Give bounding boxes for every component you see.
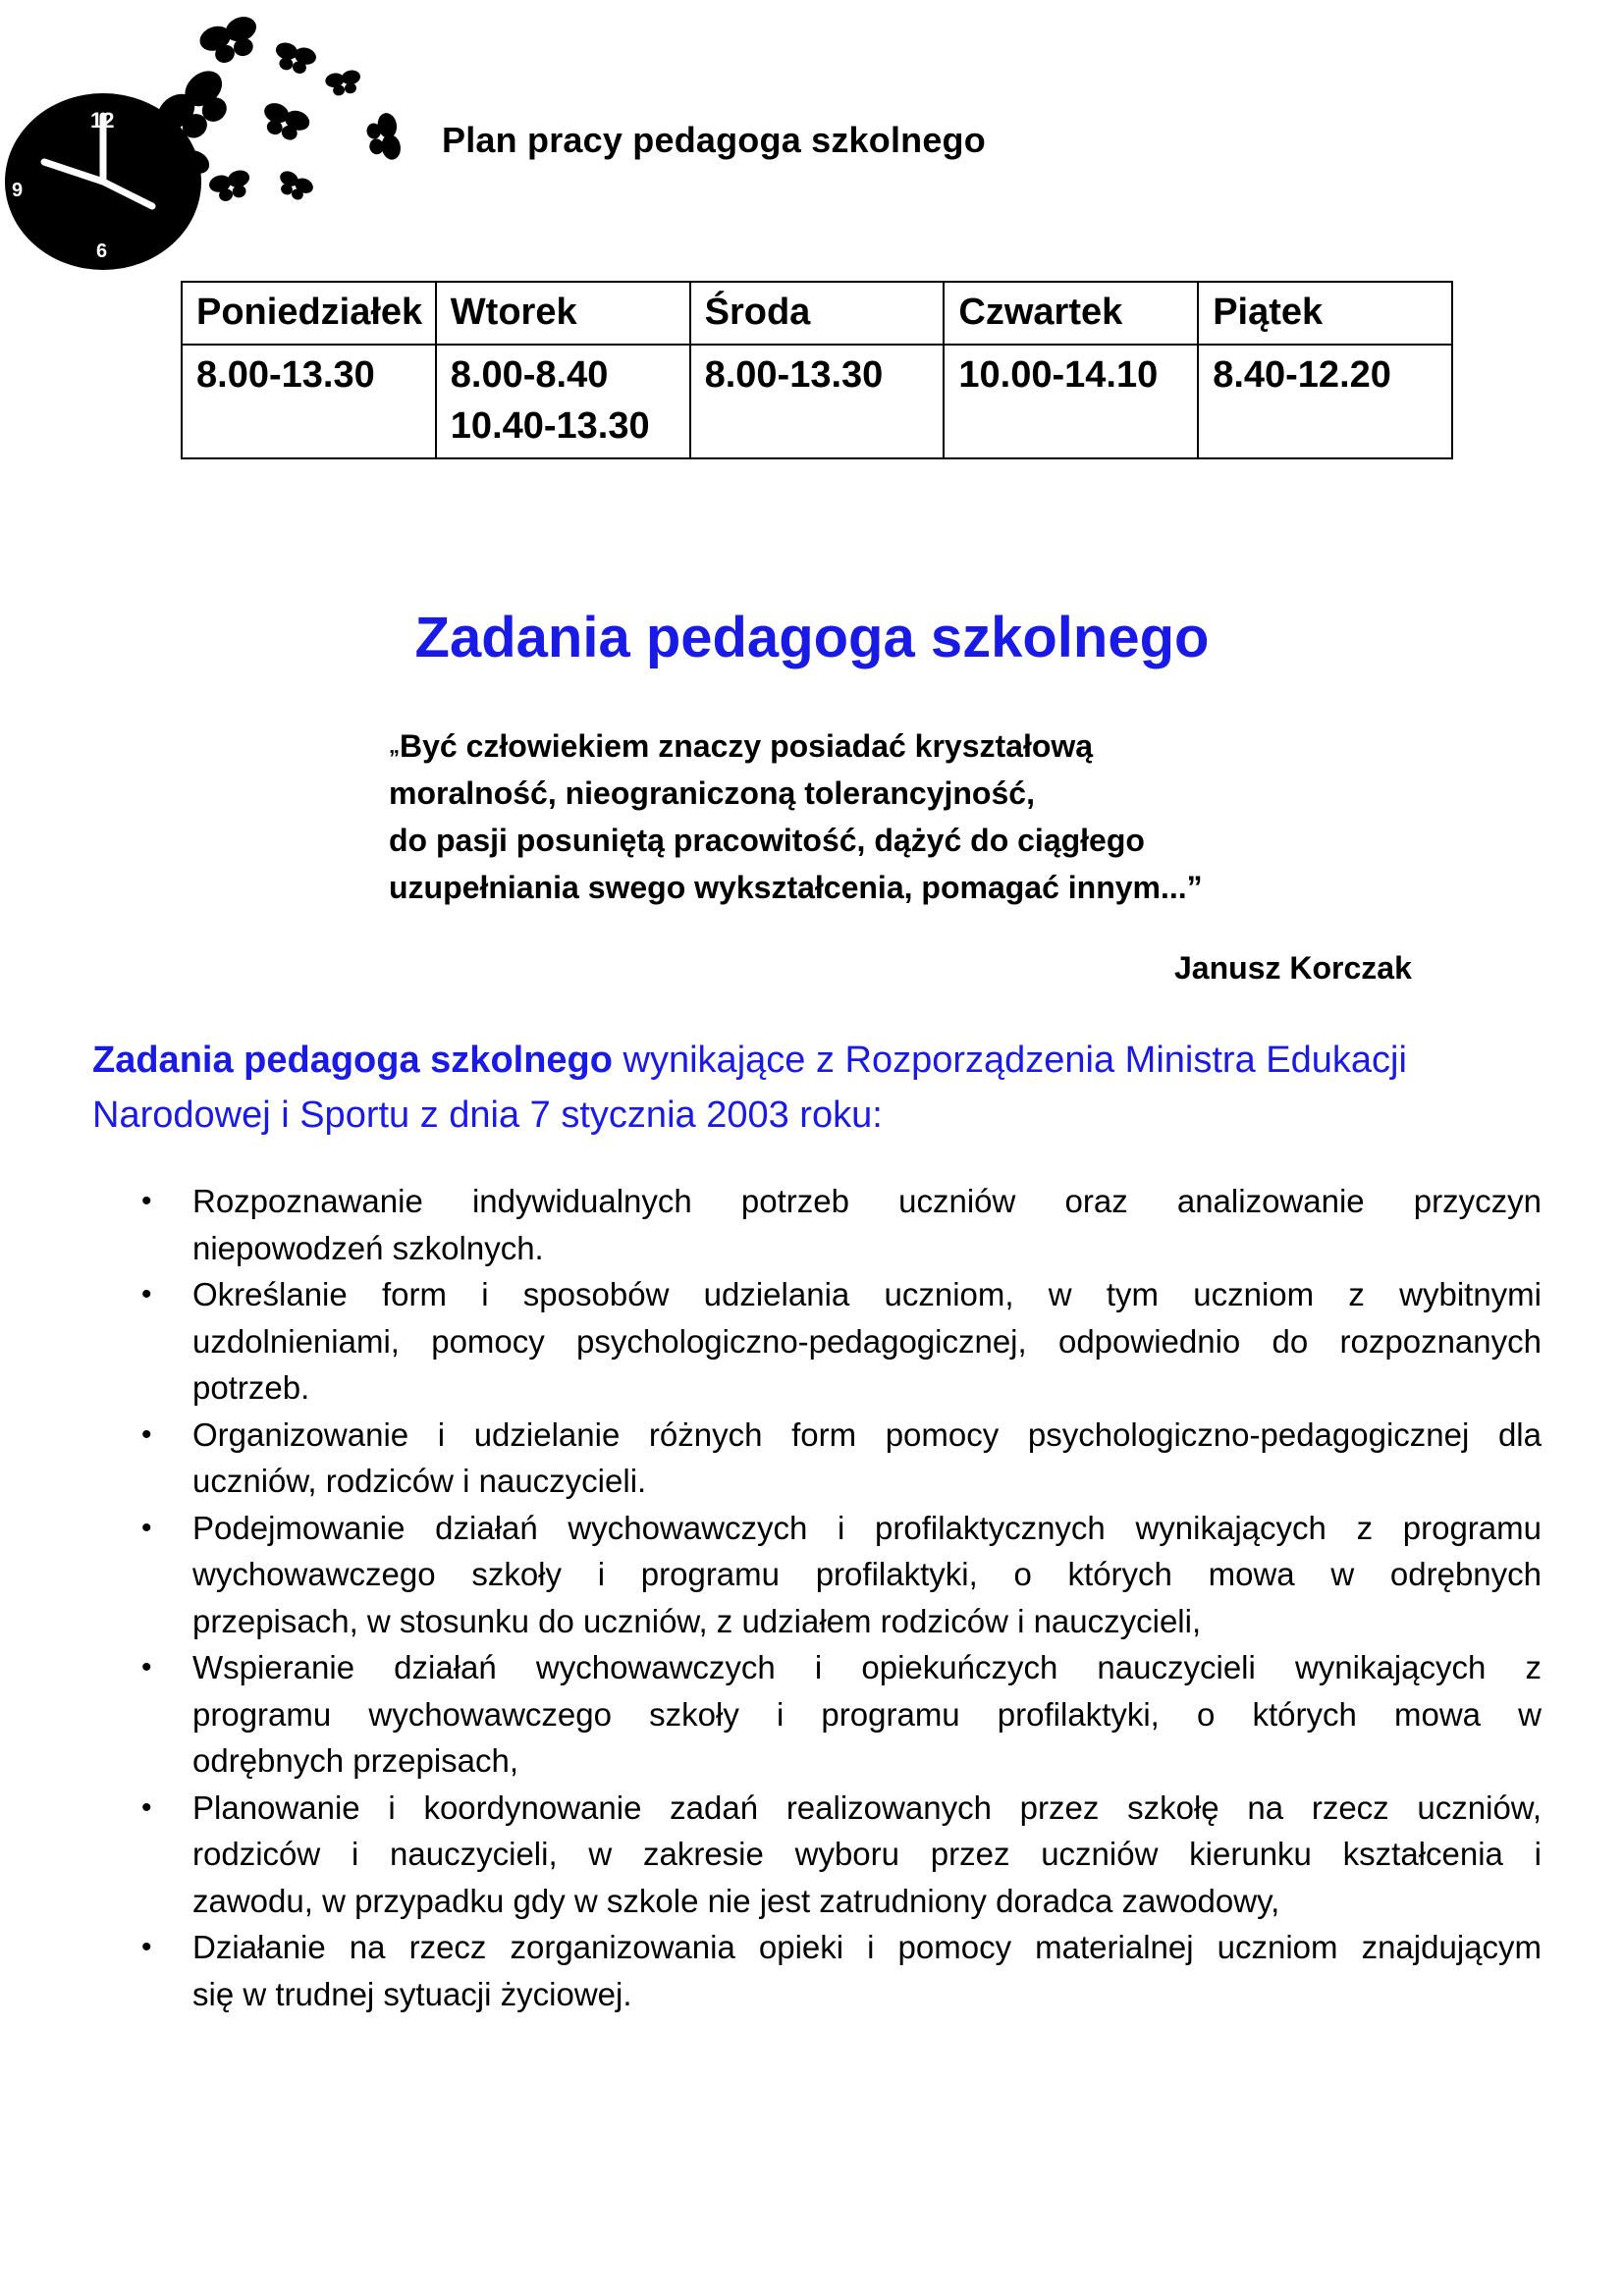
list-item-text: przepisach, w stosunku do uczniów, z udziałem rodziców i nauczycieli, xyxy=(192,1602,1202,1639)
list-item-text: wychowawczego szkoły i programu profilaktyki, o których mowa w odrębnych xyxy=(192,1556,1542,1592)
schedule-cell-thursday xyxy=(944,345,1198,458)
schedule-cell-friday xyxy=(1198,345,1452,458)
tasks-intro xyxy=(92,1033,1545,1143)
list-item xyxy=(92,1271,1542,1412)
schedule-header-monday: Poniedziałek xyxy=(182,282,436,345)
section-title: Zadania pedagoga szkolnego xyxy=(414,606,1210,669)
list-item-text: odrębnych przepisach, xyxy=(192,1742,519,1779)
list-item xyxy=(92,1785,1542,1925)
korczak-quote xyxy=(389,722,1469,911)
clock-number-9: 9 xyxy=(12,180,24,201)
schedule-cell-tuesday xyxy=(436,345,690,458)
document-title: Plan pracy pedagoga szkolnego xyxy=(442,120,986,160)
list-item-text: Działanie na rzecz zorganizowania opieki i pomocy materialnej uczniom znajdującym xyxy=(192,1929,1542,1965)
list-item-text: rodziców i nauczycieli, w zakresie wyboru przez uczniów kierunku kształcenia i xyxy=(192,1836,1542,1872)
schedule-hours-row xyxy=(182,345,1452,458)
schedule-hours: 8.00-13.30 xyxy=(704,354,884,396)
quote-open-mark: „ xyxy=(389,733,400,758)
schedule-hours: 10.00-14.10 xyxy=(958,354,1159,396)
schedule-table xyxy=(181,281,1453,459)
list-item-text: niepowodzeń szkolnych. xyxy=(192,1229,544,1266)
schedule-cell-monday xyxy=(182,345,436,458)
schedule-header-thursday: Czwartek xyxy=(944,282,1198,345)
intro-bold: Zadania pedagoga szkolnego xyxy=(92,1040,613,1081)
quote-line xyxy=(389,722,1469,770)
list-item xyxy=(92,1644,1542,1785)
bullet-icon: • xyxy=(141,1278,152,1310)
list-item xyxy=(92,1412,1542,1505)
schedule-hours: 8.00-13.30 xyxy=(196,354,375,396)
schedule-hours: 8.00-8.40 xyxy=(450,354,609,396)
intro-line xyxy=(92,1033,1545,1088)
bullet-icon: • xyxy=(141,1511,152,1544)
schedule-hours: 10.40-13.30 xyxy=(450,405,650,447)
schedule-cell-wednesday xyxy=(690,345,945,458)
list-item-text: potrzeb. xyxy=(192,1369,310,1406)
list-item-text: Planowanie i koordynowanie zadań realizowanych przez szkołę na rzecz uczniów, xyxy=(192,1789,1542,1826)
list-item-text: Wspieranie działań wychowawczych i opiekuńczych nauczycieli wynikających z xyxy=(192,1649,1542,1685)
clock-number-6: 6 xyxy=(96,240,108,262)
quote-line: uzupełniania swego wykształcenia, pomagać innym...” xyxy=(389,870,1203,905)
list-item-text: uzdolnieniami, pomocy psychologiczno-pedagogicznej, odpowiednio do rozpoznanych xyxy=(192,1322,1542,1360)
butterflies-icon xyxy=(150,13,403,204)
list-item xyxy=(92,1178,1542,1271)
schedule-header-friday: Piątek xyxy=(1198,282,1452,345)
list-item-text: Organizowanie i udzielanie różnych form pomocy psychologiczno-pedagogicznej dla xyxy=(192,1415,1542,1453)
bullet-icon: • xyxy=(141,1790,152,1824)
clock-number-12: 12 xyxy=(90,108,115,133)
quote-line: moralność, nieograniczoną tolerancyjność, xyxy=(389,775,1035,811)
list-item-text: uczniów, rodziców i nauczycieli. xyxy=(192,1463,647,1499)
tasks-list xyxy=(92,1178,1542,2017)
bullet-icon: • xyxy=(141,1931,152,1963)
quote-text: Być człowiekiem znaczy posiadać kryształową xyxy=(400,728,1094,764)
schedule-hours: 8.40-12.20 xyxy=(1213,354,1391,396)
quote-line: do pasji posuniętą pracowitość, dążyć do ciągłego xyxy=(389,823,1145,858)
bullet-icon: • xyxy=(141,1417,152,1451)
list-item-text: Określanie form i sposobów udzielania uczniom, w tym uczniom z wybitnymi xyxy=(192,1276,1542,1312)
schedule-header-wednesday: Środa xyxy=(690,282,945,345)
list-item-text: Rozpoznawanie indywidualnych potrzeb uczniów oraz analizowanie przyczyn xyxy=(192,1183,1542,1219)
schedule-header-tuesday: Wtorek xyxy=(436,282,690,345)
quote-author: Janusz Korczak xyxy=(1174,950,1412,986)
bullet-icon: • xyxy=(141,1651,152,1683)
list-item-text: zawodu, w przypadku gdy w szkole nie jest zatrudniony doradca zawodowy, xyxy=(192,1882,1280,1919)
list-item-text: Podejmowanie działań wychowawczych i profilaktycznych wynikających z programu xyxy=(192,1509,1542,1546)
list-item-text: programu wychowawczego szkoły i programu profilaktyki, o których mowa w xyxy=(192,1695,1542,1733)
intro-line: Narodowej i Sportu z dnia 7 stycznia 2003 roku: xyxy=(92,1095,883,1136)
list-item xyxy=(92,1924,1542,2017)
intro-rest: wynikające z Rozporządzenia Ministra Edukacji xyxy=(612,1040,1407,1081)
list-item xyxy=(92,1505,1542,1645)
list-item-text: się w trudnej sytuacji życiowej. xyxy=(192,1975,632,2012)
clock-butterflies-logo xyxy=(0,0,422,270)
schedule-header-row xyxy=(182,282,1452,345)
bullet-icon: • xyxy=(141,1185,152,1217)
